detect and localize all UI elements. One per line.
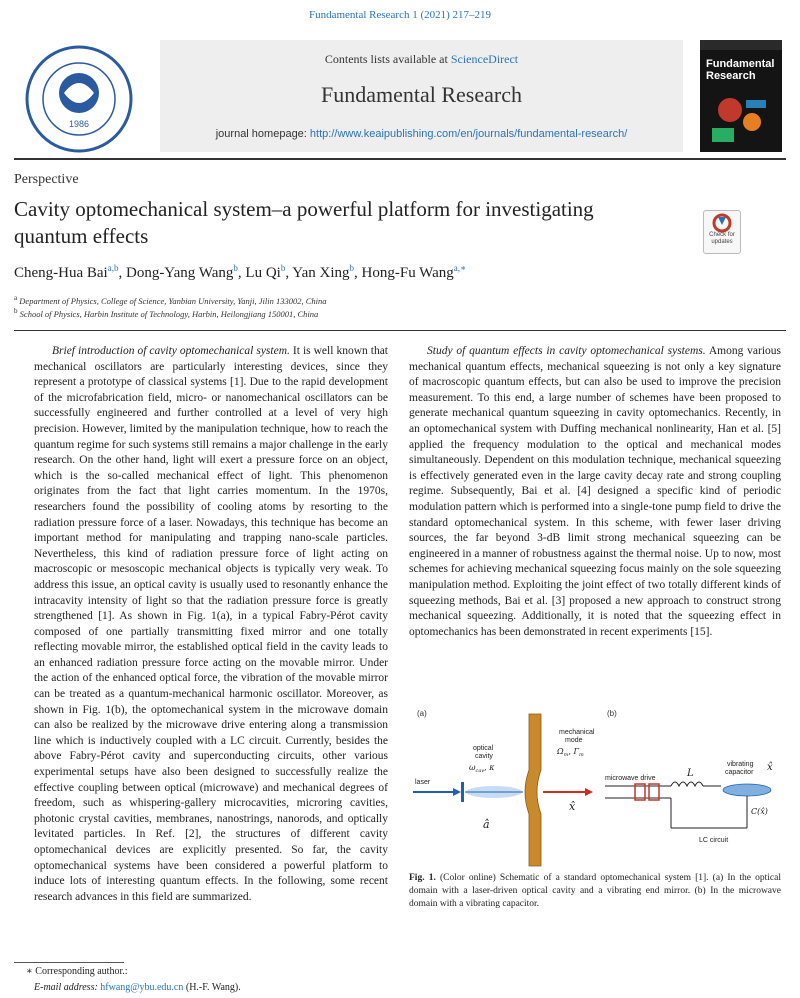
optical-cavity-label-1: optical	[473, 745, 494, 752]
author-separator: ,	[118, 265, 126, 281]
vibrating-capacitor-label-1: vibrating	[727, 761, 754, 768]
journal-homepage	[160, 128, 683, 140]
x-hat-label: x̂	[569, 800, 576, 813]
sciencedirect-link[interactable]: ScienceDirect	[450, 52, 519, 66]
author-name[interactable]: Dong-Yang Wang	[125, 265, 234, 281]
email-note: E-mail address: hfwang@ybu.edu.cn (H.-F. Wang).	[34, 982, 241, 993]
author-separator: ,	[285, 265, 293, 281]
affiliation-a: $^a$ Department of Physics, College of Science, Yanbian University, Yanji, Jilin 133002, China	[14, 294, 327, 306]
author-affiliation-mark[interactable]: a,b	[107, 263, 119, 273]
lc-circuit-label: LC circuit	[699, 837, 729, 844]
a-hat-label: â	[483, 818, 490, 831]
author-list	[14, 263, 466, 282]
mechanical-mode-label-1: mechanical	[559, 729, 595, 736]
movable-mirror	[525, 714, 541, 866]
right-column	[409, 344, 781, 640]
logo-year: 1986	[68, 119, 90, 129]
inductor-label: L	[687, 768, 694, 779]
cover-title: Fundamental Research	[706, 58, 775, 82]
capacitance-label: C(x̂)	[751, 807, 768, 816]
journal-name: Fundamental Research	[321, 82, 522, 107]
author-affiliation-mark[interactable]: a,∗	[453, 263, 467, 273]
author-name[interactable]: Cheng-Hua Bai	[14, 265, 108, 281]
section-rule	[14, 330, 786, 331]
omega-m-label: $\Omega_m$, $\Gamma_m$	[557, 747, 584, 758]
contents-prefix: Contents lists available at	[324, 52, 451, 66]
author-separator: ,	[354, 265, 362, 281]
check-updates-label: Check for updates	[709, 232, 735, 245]
panel-a-label: (a)	[417, 709, 427, 718]
contents-available	[160, 52, 683, 67]
author-affiliation-mark[interactable]: b	[349, 263, 355, 273]
author-name[interactable]: Hong-Fu Wang	[361, 265, 454, 281]
paragraph-quantum-effects: Study of quantum effects in cavity optomechanical systems. Among various mechanical quantum effects, mechanical squeezing is not only a key signature of macroscopic quantum effects, but can also be used to improve the precision measurement. To this end, a large number of schemes have been proposed to generate mechanical quantum squeezing in cavity optomechanics. Recently, in an optomechanical system with Duffing mechanical nonlinearity, Han et al. [5] applied the frequency modulation to the optical and mechanical modes simultaneously. Dependent on this modulation technique, mechanical squeezing is effectively generated even in the large cavity decay rate and strong coupling regime. Subsequently, Bai et al. [4] designed a specific kind of periodic modulation pattern which is performed into a single-tone pump field to drive the standard optomechanical system. In this scheme, with fewer laser driving sources, the far beyond 3-dB limit strong mechanical squeezing can be engineered in a manner of robustness against the thermal noise. Up to now, most schemes for achieving mechanical squeezing focus mainly on the sole squeezing manipulation method. Exploiting the joint effect of two totally different kinds of squeezing methods, Bai et al. [3] proposed a new approach to construct strong mechanical squeezing. Additionally, it is noted that the squeezing effect in optomechanics has been demonstrated in recent experiments [15].	[409, 345, 781, 638]
author-affiliation-mark[interactable]: b	[280, 263, 286, 273]
running-header[interactable]: Fundamental Research 1 (2021) 217–219	[308, 9, 492, 21]
paragraph-intro: Brief introduction of cavity optomechanical system. It is well known that mechanical oscillators are particularly interesting devices, since they represent a prototype of classical systems [1]. Due to the rapid development of the microfabrication field, micro- or nanomechanical oscillators can be successfully engineered and further controlled at a level of very high precision. However, limited by the manipulation technique, how to reach the quantum regime for such systems still remains a major challenge in the early research. On the other hand, light will exert a pressure force on an object, which is the so-called mechanical effect of light. This phenomenon originates from the fact that light carries momentum. In the 1970s, researchers found the possibility of cooling atoms by resorting to the radiation pressure force of a laser. Nowadays, this technique has become an important method for manipulating and trapping nano-scale particles. Nevertheless, this kind of radiation pressure force of light acting on macroscopic or mesoscopic mechanical objects is typically very weak. To address this issue, an optical cavity is usually used to resonantly enhance the intracavity intensity of light so that the radiation pressure force is greatly strengthened [1]. As shown in Fig. 1(a), in a typical Fabry-Pérot cavity composed of one partially transmitting fixed mirror and one totally reflecting movable mirror, the established optical field in the cavity leads to an enhanced radiation pressure force acting on the movable mirror. Under the action of the enhanced optical force, the vibration of the movable mirror can be treated as a quantum-mechanical harmonic oscillator. Moreover, as shown in Fig. 1(b), the optomechanical system in the microwave domain can also be realized by the microwave drive entering along a transmission line which is inductively coupled with a LC circuit. Currently, besides the above Fabry-Pérot cavity and superconducting circuits, other various experimental setups have also been designed to successfully realize the effective coupling between optical (microwave) and mechanical degrees of freedom, such as whispering-gallery microcavities, microring cavities, photonic crystal cavities, membranes, nanostrings, nanorods, and optically levitated particles. In Ref. [2], the structures of different cavity optomechanical devices are explicitly presented. So far, the cavity optomechanical systems have been considered a powerful platform to induce lots of interesting quantum effects. In the following, some recent research advances in this field are summarized.	[34, 345, 389, 903]
journal-cover[interactable]	[700, 40, 782, 152]
fixed-mirror	[461, 782, 464, 802]
author-name[interactable]: Lu Qi	[245, 265, 281, 281]
vibrating-capacitor-label-2: capacitor	[725, 769, 754, 776]
mechanical-mode-label-2: mode	[565, 737, 583, 744]
affiliation-b: $^b$ School of Physics, Harbin Institute of Technology, Harbin, Heilongjiang 150001, China	[14, 307, 319, 319]
homepage-link[interactable]: http://www.keaipublishing.com/en/journals/fundamental-research/	[309, 128, 628, 140]
x-hat-b-label: x̂	[767, 762, 773, 773]
header-rule	[14, 158, 786, 160]
microwave-drive-label: microwave drive	[605, 775, 656, 782]
corresponding-author-note: ∗ Corresponding author.:	[26, 966, 128, 977]
laser-label: laser	[415, 779, 431, 786]
article-type: Perspective	[14, 172, 79, 187]
figure-1	[409, 700, 781, 868]
author-name[interactable]: Yan Xing	[292, 265, 350, 281]
optical-cavity-label-2: cavity	[475, 753, 493, 760]
footnote-rule	[14, 962, 124, 963]
vibrating-capacitor	[723, 784, 771, 796]
society-logo	[14, 43, 144, 155]
lc-inductor	[671, 782, 703, 786]
homepage-prefix: journal homepage:	[215, 128, 310, 140]
author-separator: ,	[237, 265, 246, 281]
email-link[interactable]: hfwang@ybu.edu.cn	[100, 982, 184, 993]
article-title: Cavity optomechanical system–a powerful platform for investigating quantum effects	[14, 197, 594, 248]
figure-caption: Fig. 1. (Color online) Schematic of a standard optomechanical system [1]. (a) In the optical domain with a laser-driven optical cavity and a vibrating end mirror. (b) In the microwave domain with a vibrating capacitor.	[409, 873, 781, 909]
author-affiliation-mark[interactable]: b	[233, 263, 238, 273]
omega-cav-label: $\omega_{cav}$, κ	[469, 763, 495, 774]
left-column	[34, 344, 388, 905]
panel-b-label: (b)	[607, 709, 617, 718]
